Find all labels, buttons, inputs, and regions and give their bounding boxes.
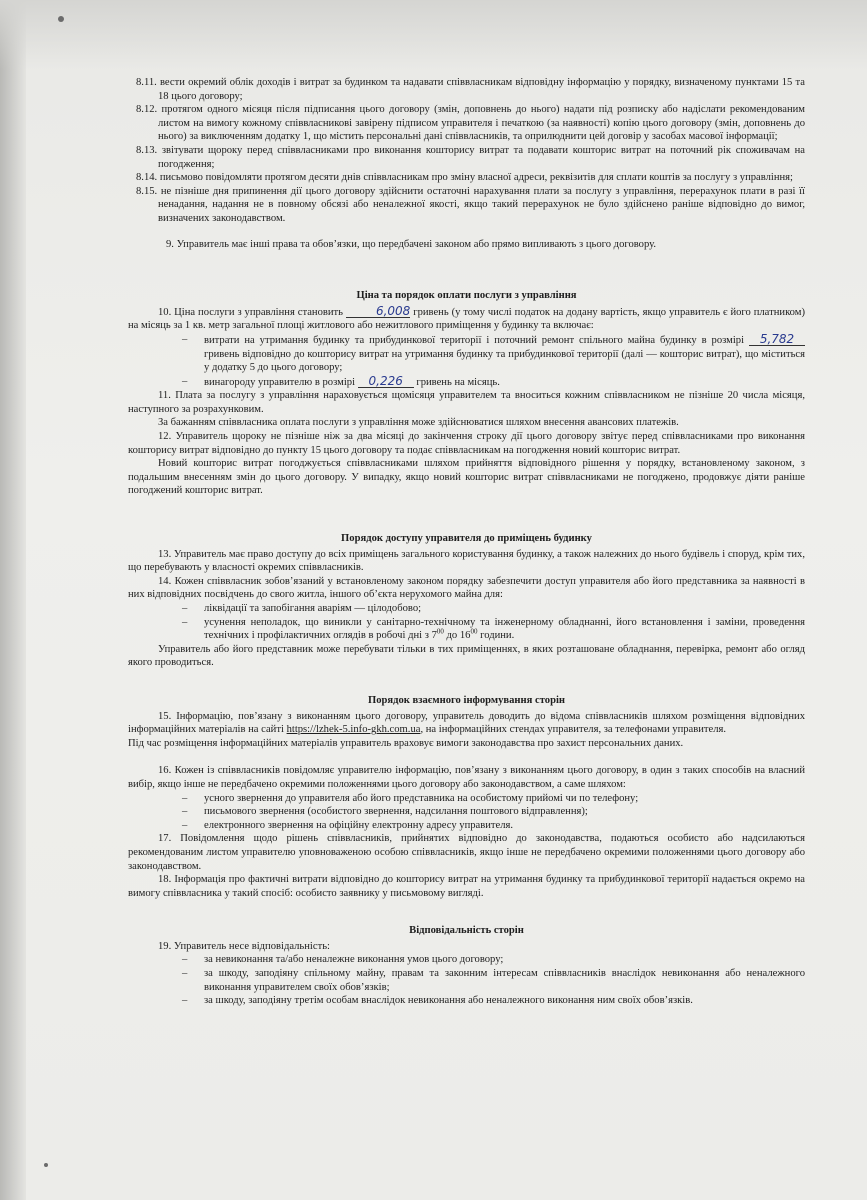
heading-info: Порядок взаємного інформування сторін <box>367 694 566 706</box>
dash-written: – письмового звернення (особистого звернення, надсилання поштового відправлення); <box>128 805 805 819</box>
paragraph-18: 18. Інформація про фактичні витрати відповідно до кошторису витрат на утримання будинку та прибудинкової території надається окремо на вимогу співвласника у такий спосіб: особисто заявнику у письмовому вигляді. <box>128 874 805 899</box>
item-8-14: 8.14. письмово повідомляти протягом десяти днів співвласникам про зміну власної адреси, реквізитів для сплати коштів за послугу з управління; <box>136 172 793 184</box>
website-link[interactable]: https://lzhek-5.info-gkh.com.ua <box>286 724 421 736</box>
dash-resp-3: – за шкоду, заподіяну третім особам внаслідок невиконання або неналежного виконання ним своїх обов’язків. <box>128 994 805 1008</box>
price-handwritten: 6,008 <box>346 305 410 318</box>
scan-shadow <box>0 0 867 70</box>
paragraph-14: 14. Кожен співвласник зобов’язаний у встановленому законом порядку забезпечити доступ управителя або його представника за наявності в них відповідних посвідчень до свого житла, іншого об’єкта нерухомого майна для: <box>128 575 805 601</box>
dash-resp-1: – за невиконання та/або неналежне виконання умов цього договору; <box>128 953 805 967</box>
paragraph-15c: Під час розміщення інформаційних матеріалів управитель враховує вимоги законодавства про захист персональних даних. <box>128 737 684 749</box>
dash-repairs: – усунення неполадок, що виникли у санітарно-технічному та інженерному обладнанні, його встановлення і заміни, проведення технічних і профілактичних оглядів в робочі дні з $7^{00}$ до $16^{00}$ години. <box>128 616 805 643</box>
dash-reward: – винагороду управителю в розмірі 0,226 гривень на місяць. <box>128 375 805 390</box>
dash-emergency: – ліквідації та запобігання аваріям — цілодобово; <box>128 602 805 616</box>
paragraph-16: 16. Кожен із співвласників повідомляє управителю інформацію, пов’язану з виконанням цього договору, в один з таких способів на власний вибір, якщо інше не передбачено окремими положеннями цього договору або законодавством, а саме шляхом: <box>128 765 805 790</box>
paragraph-11: 11. Плата за послугу з управління нараховується щомісяця управителем та вноситься кожним співвласником не пізніше 20 числа місяця, наступного за розрахунковим. <box>128 390 805 415</box>
dash-maintenance: – витрати на утримання будинку та прибудинкової території і поточний ремонт спільного майна будинку в розмірі 5,782 гривень відповідно до кошторису витрат на утримання будинку та прибудинкової території (далі — кошторис витрат), що міститься у додатку 5 до цього договору; <box>128 333 805 375</box>
punch-hole <box>44 1163 48 1167</box>
heading-access: Порядок доступу управителя до приміщень будинку <box>341 533 592 545</box>
paragraph-10: 10. Ціна послуги з управління становить 6,008 гривень (у тому числі податок на додану вартість, якщо управитель є його платником) на місяць за 1 кв. метр загальної площі житлового або нежитлового приміщення у будинку та включає: <box>128 303 805 332</box>
heading-price: Ціна та порядок оплати послуги з управління <box>356 290 577 302</box>
dash-electronic: – електронного звернення на офіційну електронну адресу управителя. <box>128 819 805 833</box>
paragraph-12b: Новий кошторис витрат погоджується співвласниками шляхом прийняття відповідного рішення у порядку, встановленому законом, з подальшим внесенням змін до цього договору. У випадку, якщо новий кошторис витрат співвласниками не погоджено, продовжує діяти раніше погоджений кошторис витрат. <box>128 458 805 497</box>
heading-responsibility: Відповідальність сторін <box>409 925 524 937</box>
dash-oral: – усного звернення до управителя або його представника на особистому прийомі чи по телефону; <box>128 792 805 806</box>
paragraph-14b: Управитель або його представник може перебувати тільки в тих приміщеннях, в яких розташоване обладнання, перевірка, ремонт або огляд якого проводиться. <box>128 643 805 669</box>
paragraph-19: 19. Управитель несе відповідальність: <box>158 940 330 952</box>
punch-hole <box>58 16 64 22</box>
paragraph-15: 15. Інформацію, пов’язану з виконанням цього договору, управитель доводить до відома співвласників шляхом розміщення відповідних інформаційних матеріалів на сайті https://lzhek-5.info-gkh.com.ua, на інформаційних стендах управителя, за телефонами управителя. <box>128 710 805 736</box>
item-8-12: 8.12. протягом одного місяця після підписання цього договору (змін, доповнень до нього) надати під розписку або надіслати рекомендованим листом на вимогу кожному співвласникові завірену підписом управителя і печаткою (за наявності) копію цього договору (змін, доповнень до нього) за виключенням додатку 1, що містить персональні дані співвласників, та оприлюднити цей договір у засобах масової інформації; <box>136 104 805 143</box>
item-8-11: 8.11. вести окремий облік доходів і витрат за будинком та надавати співвласникам відповідну інформацію у порядку, визначеному пунктами 15 та 18 цього договору; <box>136 77 805 102</box>
paragraph-12: 12. Управитель щороку не пізніше ніж за два місяці до закінчення строку дії цього договору звітує перед співвласниками про виконання кошторису витрат відповідно до пункту 15 цього договору та подає співвласникам на погодження новий кошторис витрат. <box>128 431 805 456</box>
paragraph-9: 9. Управитель має інші права та обов’язки, що передбачені законом або прямо випливають з цього договору. <box>166 238 657 250</box>
reward-handwritten: 0,226 <box>358 375 414 388</box>
paragraph-13: 13. Управитель має право доступу до всіх приміщень загального користування будинку, а також належних до нього будівель і споруд, крім тих, що перебувають у власності окремих співвласників. <box>128 548 805 574</box>
item-8-13: 8.13. звітувати щороку перед співвласниками про виконання кошторису витрат та подавати кошторис витрат на поточний рік споживачам на погодження; <box>136 144 805 170</box>
paragraph-11b: За бажанням співвласника оплата послуги з управління може здійснюватися шляхом внесення авансових платежів. <box>158 417 679 429</box>
paragraph-17: 17. Повідомлення щодо рішень співвласників, прийнятих відповідно до законодавства, подаються особисто або надсилаються рекомендованим листом управителю уповноваженою особою співвласників, якщо інше не передбачено окремими положеннями цього договору або законодавством. <box>128 833 805 872</box>
maintenance-handwritten: 5,782 <box>749 333 805 346</box>
dash-resp-2: – за шкоду, заподіяну спільному майну, правам та законним інтересам співвласників внаслідок невиконання або неналежного виконання управителем своїх обов’язків; <box>128 967 805 994</box>
item-8-15: 8.15. не пізніше дня припинення дії цього договору здійснити остаточні нарахування плати за послугу з управління, перерахунок плати в разі її ненадання, надання не в повному обсязі або неналежної якості, якщо такий перерахунок не було здійснено раніше відповідно до вимог, визначених законодавством. <box>136 185 805 224</box>
